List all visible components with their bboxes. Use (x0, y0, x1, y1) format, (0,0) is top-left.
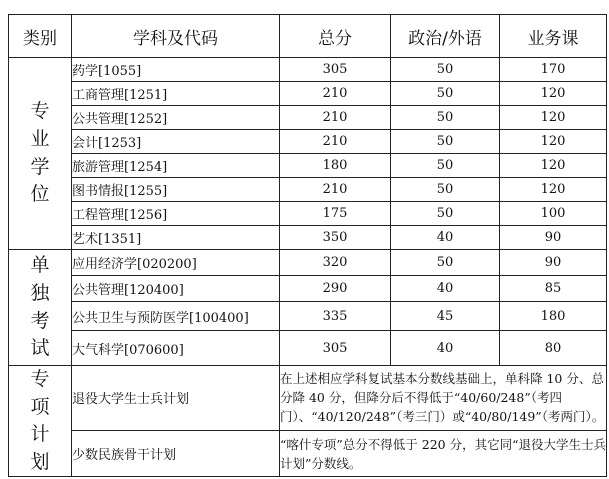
table-row (9, 366, 607, 431)
subject-cell: 工商管理[1251] (72, 82, 280, 106)
subject-cell: 应用经济学[020200] (72, 250, 280, 276)
note-cell: 在上述相应学科复试基本分数线基础上，单科降 10 分、总分降 40 分，但降分后不得低于“40/60/248”（考四门）、“40/120/248”（考三门）或“40/80/149”（考两门）。 (280, 366, 607, 431)
politics-cell: 50 (391, 130, 500, 154)
politics-cell: 45 (391, 302, 500, 331)
politics-cell: 50 (391, 202, 500, 226)
major-cell: 85 (500, 276, 607, 302)
total-cell: 180 (280, 154, 391, 178)
subject-cell: 会计[1253] (72, 130, 280, 154)
total-cell: 210 (280, 82, 391, 106)
total-cell: 350 (280, 226, 391, 250)
table-row (9, 226, 607, 250)
major-cell: 120 (500, 178, 607, 202)
subject-cell: 旅游管理[1254] (72, 154, 280, 178)
table-row (9, 250, 607, 276)
politics-cell: 50 (391, 106, 500, 130)
total-cell: 305 (280, 331, 391, 366)
category-professional: 专业学位 (9, 58, 72, 250)
table-row (9, 430, 607, 476)
major-cell: 100 (500, 202, 607, 226)
note-cell: “喀什专项”总分不得低于 220 分，其它同“退役大学生士兵计划”分数线。 (280, 430, 607, 476)
header-major: 业务课 (500, 15, 607, 58)
table-row (9, 106, 607, 130)
politics-cell: 40 (391, 226, 500, 250)
category-independent: 单独考试 (9, 250, 72, 366)
subject-cell: 大气科学[070600] (72, 331, 280, 366)
table-row (9, 331, 607, 366)
header-total: 总分 (280, 15, 391, 58)
politics-cell: 50 (391, 58, 500, 82)
total-cell: 175 (280, 202, 391, 226)
subject-cell: 公共管理[1252] (72, 106, 280, 130)
header-row (9, 15, 607, 58)
total-cell: 320 (280, 250, 391, 276)
total-cell: 335 (280, 302, 391, 331)
major-cell: 90 (500, 226, 607, 250)
politics-cell: 40 (391, 331, 500, 366)
header-politics: 政治/外语 (391, 15, 500, 58)
total-cell: 210 (280, 106, 391, 130)
table-row (9, 82, 607, 106)
score-table (8, 14, 607, 477)
politics-cell: 50 (391, 250, 500, 276)
total-cell: 210 (280, 178, 391, 202)
politics-cell: 40 (391, 276, 500, 302)
major-cell: 180 (500, 302, 607, 331)
table-row (9, 276, 607, 302)
total-cell: 305 (280, 58, 391, 82)
table-row (9, 302, 607, 331)
major-cell: 90 (500, 250, 607, 276)
subject-cell: 公共管理[120400] (72, 276, 280, 302)
header-subject: 学科及代码 (72, 15, 280, 58)
header-category: 类别 (9, 15, 72, 58)
table-row (9, 202, 607, 226)
politics-cell: 50 (391, 154, 500, 178)
politics-cell: 50 (391, 82, 500, 106)
major-cell: 120 (500, 106, 607, 130)
table-row (9, 58, 607, 82)
subject-cell: 艺术[1351] (72, 226, 280, 250)
table-row (9, 130, 607, 154)
major-cell: 80 (500, 331, 607, 366)
major-cell: 120 (500, 130, 607, 154)
subject-cell: 公共卫生与预防医学[100400] (72, 302, 280, 331)
subject-cell: 工程管理[1256] (72, 202, 280, 226)
subject-cell: 药学[1055] (72, 58, 280, 82)
major-cell: 120 (500, 154, 607, 178)
major-cell: 120 (500, 82, 607, 106)
subject-cell: 图书情报[1255] (72, 178, 280, 202)
total-cell: 210 (280, 130, 391, 154)
politics-cell: 50 (391, 178, 500, 202)
major-cell: 170 (500, 58, 607, 82)
subject-cell: 退役大学生士兵计划 (72, 366, 280, 431)
table-row (9, 154, 607, 178)
table-row (9, 178, 607, 202)
category-special: 专项计划 (9, 366, 72, 477)
subject-cell: 少数民族骨干计划 (72, 430, 280, 476)
total-cell: 290 (280, 276, 391, 302)
